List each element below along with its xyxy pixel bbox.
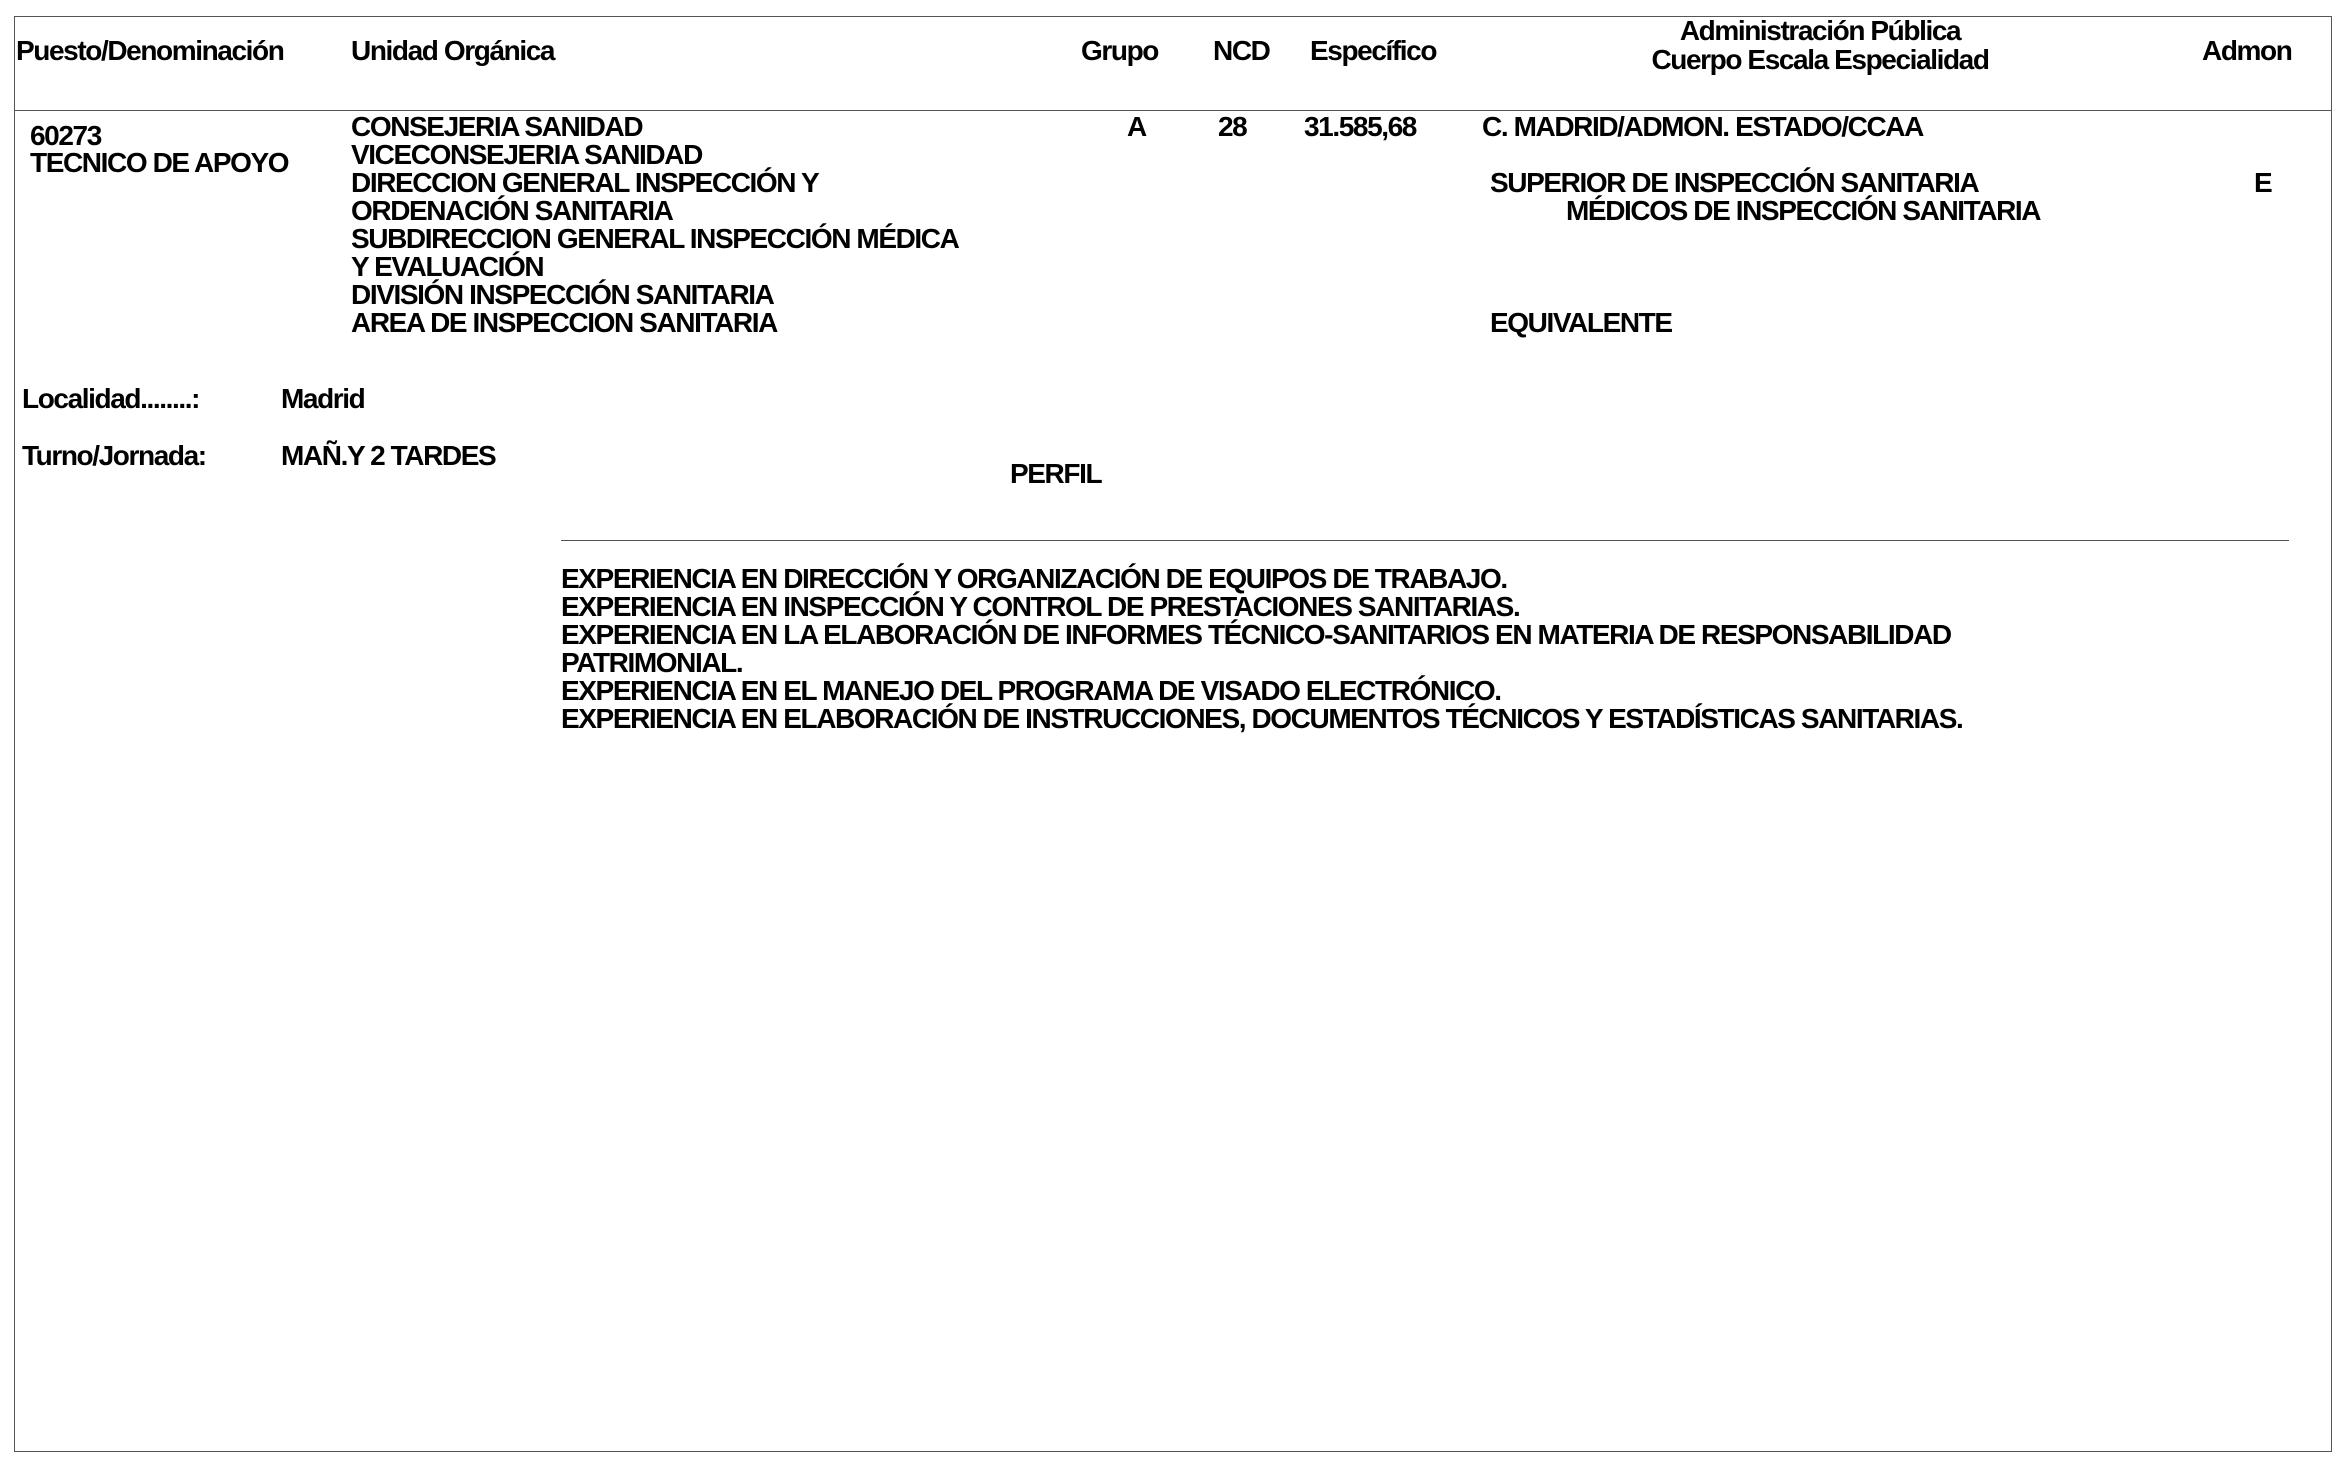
administracion-value: C. MADRID/ADMON. ESTADO/CCAA (1482, 111, 1923, 142)
turno-label: Turno/Jornada: (22, 440, 206, 471)
header-admon: Admon (2202, 35, 2292, 66)
ncd-value: 28 (1218, 111, 1247, 142)
perfil-line: EXPERIENCIA EN EL MANEJO DEL PROGRAMA DE VISADO ELECTRÓNICO. (561, 675, 1501, 706)
unidad-line: AREA DE INSPECCION SANITARIA (351, 307, 777, 338)
especifico-value: 31.585,68 (1304, 111, 1416, 142)
perfil-line: PATRIMONIAL. (561, 647, 743, 678)
turno-value: MAÑ.Y 2 TARDES (281, 440, 496, 471)
puesto-title: TECNICO DE APOYO (30, 147, 289, 178)
perfil-line: EXPERIENCIA EN ELABORACIÓN DE INSTRUCCIONES, DOCUMENTOS TÉCNICOS Y ESTADÍSTICAS SANITARIAS. (561, 703, 1963, 734)
perfil-line: EXPERIENCIA EN DIRECCIÓN Y ORGANIZACIÓN DE EQUIPOS DE TRABAJO. (561, 563, 1507, 594)
localidad-label: Localidad........: (22, 383, 200, 414)
unidad-line: SUBDIRECCION GENERAL INSPECCIÓN MÉDICA (351, 223, 959, 254)
admon-value: E (2254, 167, 2272, 198)
header-puesto: Puesto/Denominación (16, 35, 284, 66)
localidad-value: Madrid (281, 383, 365, 414)
unidad-line: DIRECCION GENERAL INSPECCIÓN Y (351, 167, 819, 198)
unidad-line: ORDENACIÓN SANITARIA (351, 195, 673, 226)
perfil-title: PERFIL (1010, 458, 1102, 489)
cuerpo-value: SUPERIOR DE INSPECCIÓN SANITARIA (1490, 167, 1979, 198)
header-admin-line2: Cuerpo Escala Especialidad (1651, 44, 1989, 75)
puesto-code: 60273 (30, 120, 101, 151)
unidad-line: Y EVALUACIÓN (351, 251, 544, 282)
header-unidad: Unidad Orgánica (351, 35, 555, 66)
header-grupo: Grupo (1081, 35, 1158, 66)
unidad-line: CONSEJERIA SANIDAD (351, 111, 643, 142)
escala-value: MÉDICOS DE INSPECCIÓN SANITARIA (1566, 195, 2041, 226)
unidad-organica (351, 113, 958, 337)
perfil-line: EXPERIENCIA EN INSPECCIÓN Y CONTROL DE PRESTACIONES SANITARIAS. (561, 591, 1520, 622)
perfil-divider (561, 540, 2289, 541)
perfil-line: EXPERIENCIA EN LA ELABORACIÓN DE INFORMES TÉCNICO-SANITARIOS EN MATERIA DE RESPONSABILIDAD (561, 619, 1951, 650)
equivalente-value: EQUIVALENTE (1490, 307, 1672, 338)
grupo-value: A (1127, 111, 1146, 142)
unidad-line: VICECONSEJERIA SANIDAD (351, 139, 702, 170)
header-ncd: NCD (1213, 35, 1270, 66)
header-admin-line1: Administración Pública (1679, 15, 1961, 46)
perfil-list (561, 565, 1962, 733)
unidad-line: DIVISIÓN INSPECCIÓN SANITARIA (351, 279, 774, 310)
header-especifico: Específico (1310, 35, 1437, 66)
